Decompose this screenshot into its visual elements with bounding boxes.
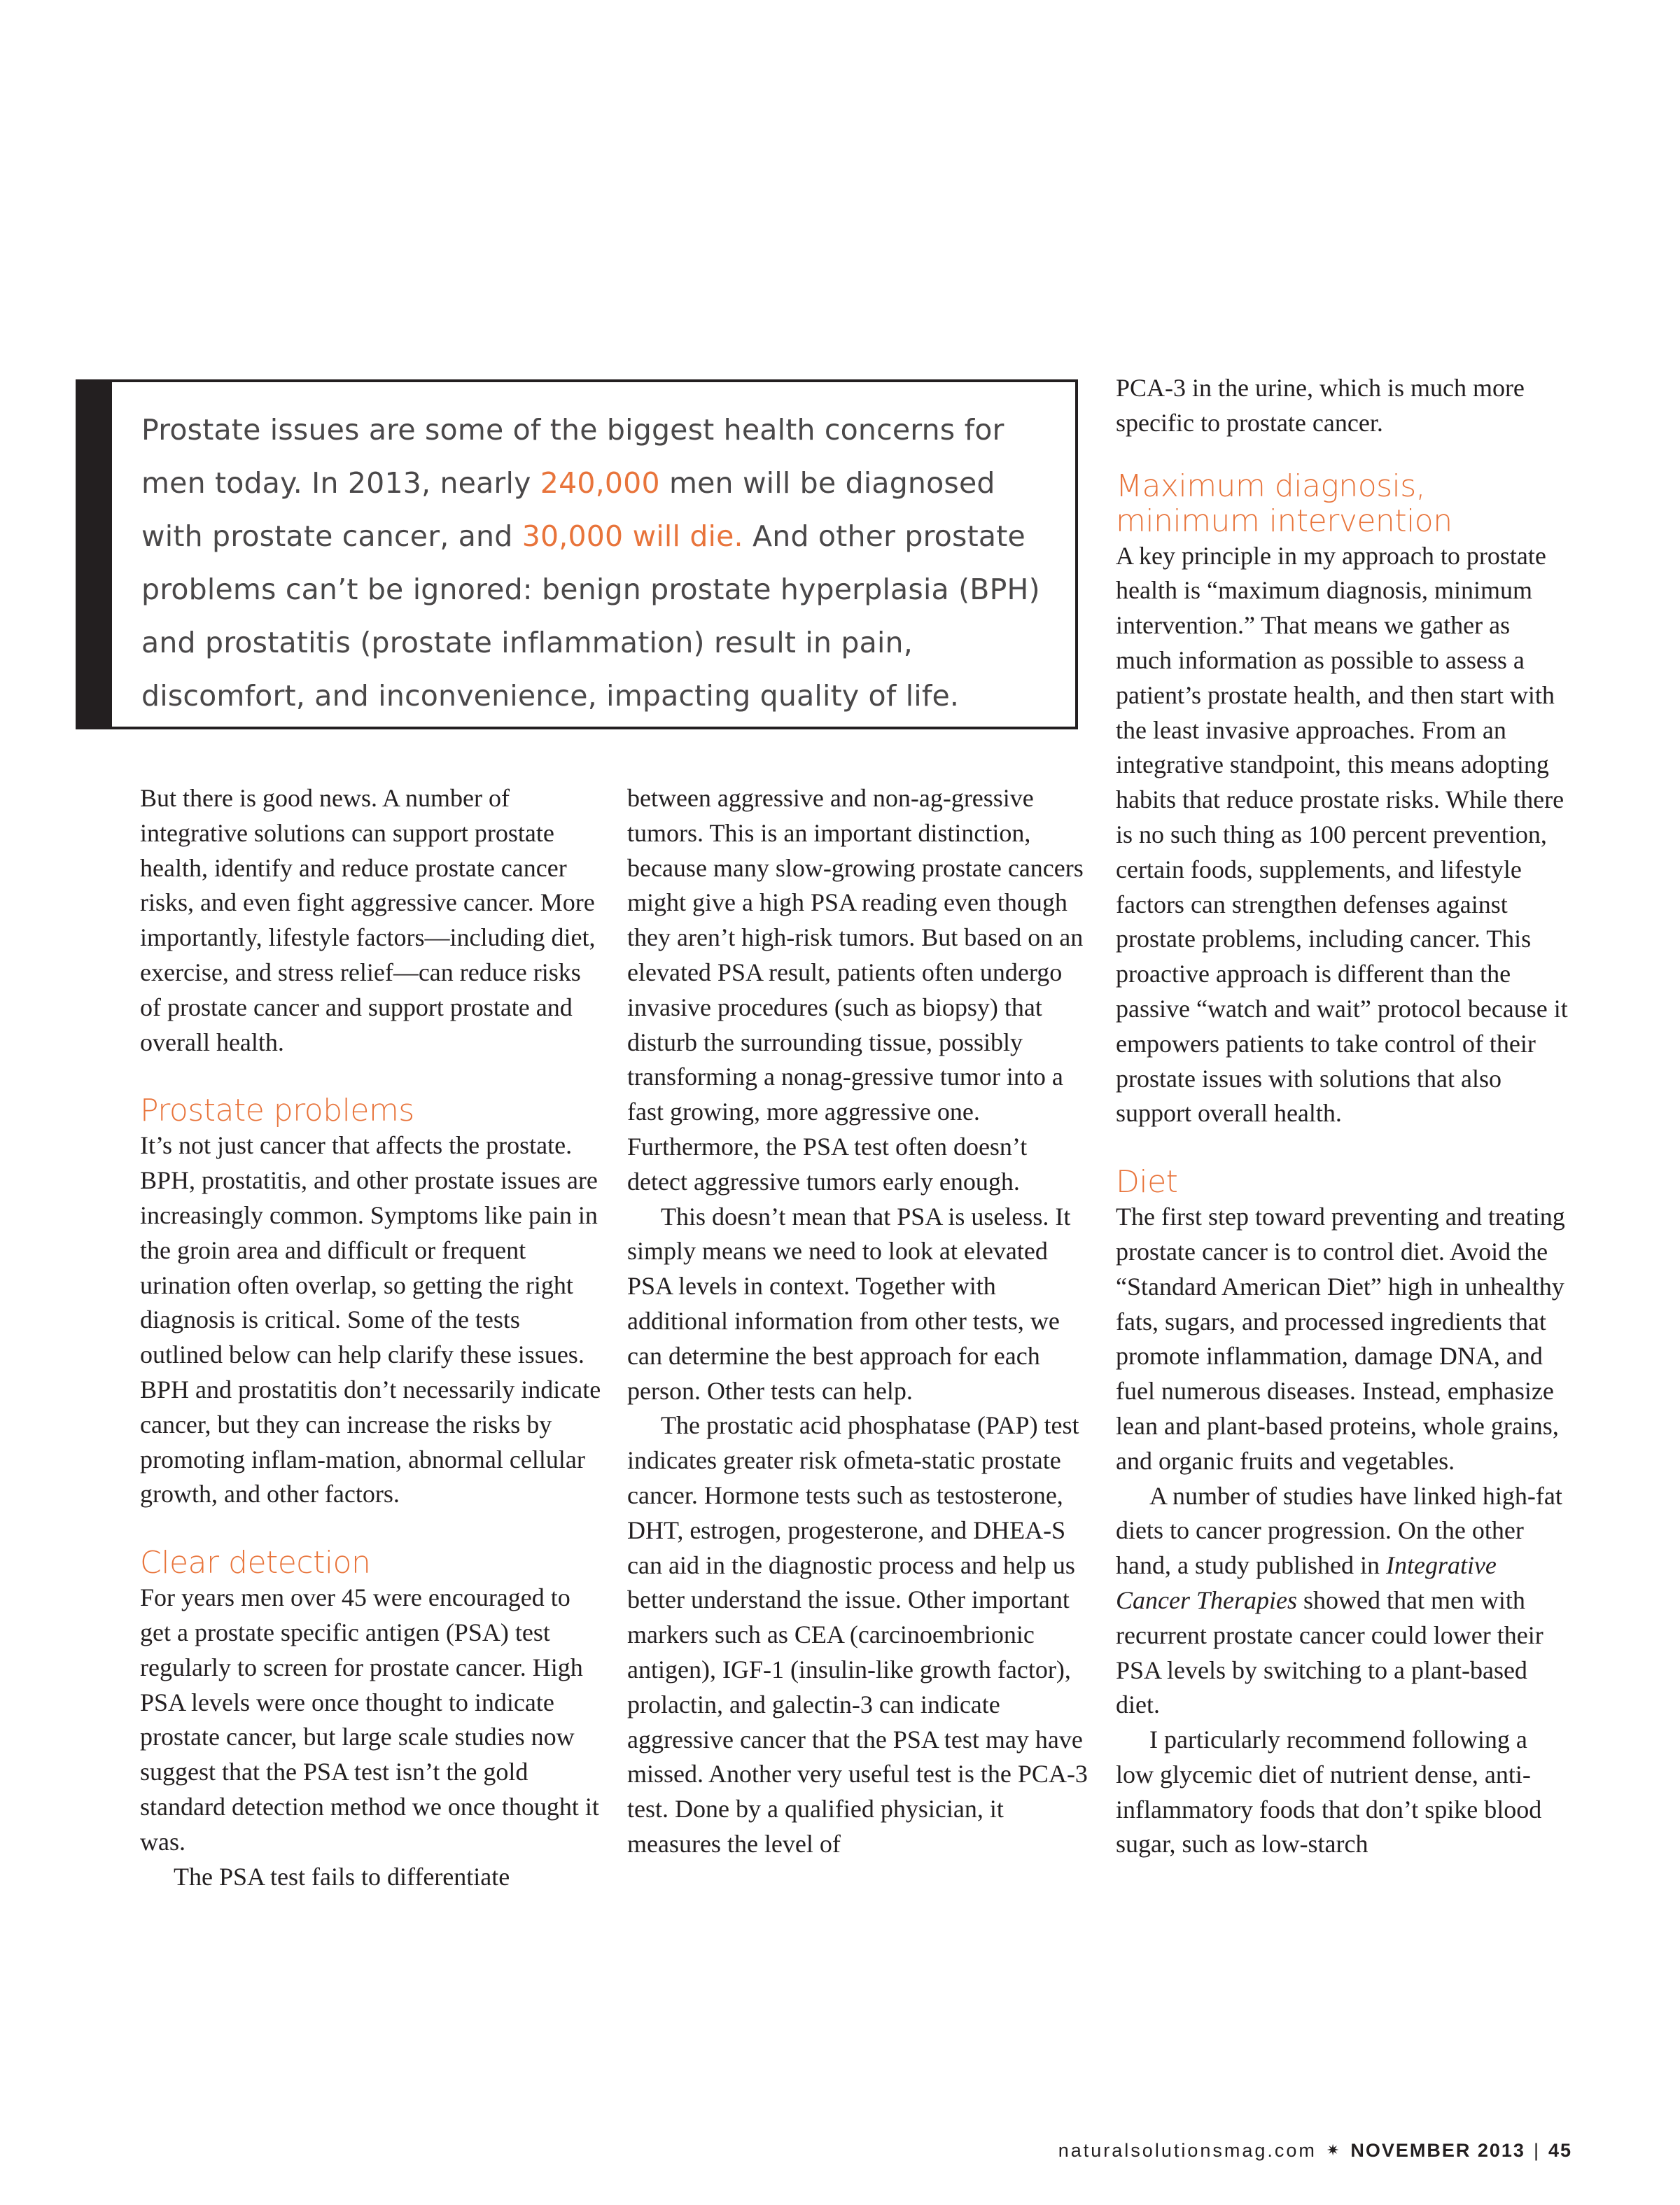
paragraph-other-tests: The prostatic acid phosphatase (PAP) test indicates greater risk ofmeta-static prostate cancer. Hormone tests such as testosterone, DHT, estrogen, progesterone, and DHEA-S can aid in the diagnostic process and help us better understand the issue. Other important markers such as CEA (carcinoembrionic antigen), IGF-1 (insulin-like growth factor), prolactin, and galectin-3 can indicate aggressive cancer that the PSA test may have missed. Another very useful test is the PCA-3 test. Done by a qualified physician, it measures the level of — [627, 1411, 1088, 1858]
pull-quote-text — [141, 403, 1044, 722]
column-right — [1116, 371, 1571, 1862]
pull-quote-segment: men will be diagnosed with prostate cancer, and — [141, 466, 995, 553]
paragraph-good-news: But there is good news. A number of integrative solutions can support prostate health, identify and reduce prostate cancer risks, and even fight aggressive cancer. More importantly, lifestyle factors—including diet, exercise, and stress relief—can reduce risks of prostate cancer and support prostate and overall health. — [140, 784, 596, 1056]
paragraph-studies — [1116, 1479, 1571, 1723]
pull-quote-box — [76, 379, 1078, 729]
paragraph-aggressive-tumors: between aggressive and non-ag-gressive tumors. This is an important distinction, because many slow-growing prostate cancers might give a high PSA reading even though they aren’t high-risk tumors. But based on an elevated PSA result, patients often undergo invasive procedures (such as biopsy) that disturb the surrounding tissue, possibly transforming a nonag-gressive tumor into a fast growing, more aggressive one. Furthermore, the PSA test often doesn’t detect aggressive tumors early enough. — [627, 784, 1084, 1196]
pull-quote-stat-deaths: 30,000 will die. — [522, 519, 743, 553]
paragraph-pca3: PCA-3 in the urine, which is much more specific to prostate cancer. — [1116, 374, 1525, 437]
column-left — [140, 781, 602, 1894]
pull-quote-segment: Prostate issues are some of the biggest health concerns for men today. In 2013, nearly — [141, 413, 1004, 500]
column-middle — [627, 781, 1089, 1862]
page-footer — [1050, 2140, 1572, 2162]
paragraph-clear-detection: For years men over 45 were encouraged to get a prostate specific antigen (PSA) test regularly to screen for prostate cancer. High PSA levels were once thought to indicate prostate cancer, but large scale studies now suggest that the PSA test isn’t the gold standard detection method we once thought it was. — [140, 1583, 599, 1856]
paragraph-prostate-problems: It’s not just cancer that affects the prostate. BPH, prostatitis, and other prostate issues are increasingly common. Symptoms like pain in the groin area and difficult or frequent urination often overlap, so getting the right diagnosis is critical. Some of the tests outlined below can help clarify these issues. BPH and prostatitis don’t necessarily indicate cancer, but they can increase the risks by promoting inflam-mation, abnormal cellular growth, and other factors. — [140, 1131, 601, 1508]
pull-quote-segment: And other prostate problems can’t be ignored: benign prostate hyperplasia (BPH) and prostatitis (prostate inflammation) result in pain, discomfort, and inconvenience, impacting quality of life. — [141, 519, 1040, 713]
paragraph-diet: The first step toward preventing and treating prostate cancer is to control diet. Avoid the “Standard American Diet” high in unhealthy fats, sugars, and processed ingredients that promote inflammation, damage DNA, and fuel numerous diseases. Instead, emphasize lean and plant-based proteins, whole grains, and organic fruits and vegetables. — [1116, 1203, 1565, 1475]
pull-quote-stat-diagnosed: 240,000 — [540, 466, 660, 500]
heading-clear-detection: Clear detection — [140, 1545, 371, 1581]
heading-maximum-diagnosis: Maximum diagnosis, minimum intervention — [1116, 468, 1452, 539]
paragraph-psa-fails: The PSA test fails to differentiate — [174, 1862, 510, 1891]
pull-quote-accent-bar — [76, 379, 112, 729]
studies-text: A number of studies have linked high-fat diets to cancer progression. On the other hand, a study published in — [1116, 1481, 1562, 1580]
studies-text: showed that men with recurrent prostate cancer could lower their PSA levels by switching to a plant-based diet. — [1116, 1586, 1544, 1719]
footer-issue-date: NOVEMBER 2013 — [1350, 2140, 1525, 2161]
paragraph-key-principle: A key principle in my approach to prostate health is “maximum diagnosis, minimum intervention.” That means we gather as much information as possible to assess a patient’s prostate health, and then start with the least invasive approaches. From an integrative standpoint, this means adopting habits that reduce prostate risks. While there is no such thing as 100 percent prevention, certain foods, supplements, and lifestyle factors can strengthen defenses against prostate problems, including cancer. This proactive approach is different than the passive “watch and wait” protocol because it empowers patients to take control of their prostate issues with solutions that also support overall health. — [1116, 541, 1568, 1128]
paragraph-psa-context: This doesn’t mean that PSA is useless. It simply means we need to look at elevated PSA levels in context. Together with additional information from other tests, we can determine the best approach for each person. Other tests can help. — [627, 1202, 1071, 1405]
journal-title: Integrative Cancer Therapies — [1116, 1551, 1497, 1614]
footer-separator: | — [1533, 2140, 1540, 2161]
footer-site: naturalsolutionsmag.com — [1058, 2140, 1317, 2161]
page-number: 45 — [1548, 2140, 1572, 2161]
heading-diet: Diet — [1116, 1164, 1178, 1200]
heading-prostate-problems: Prostate problems — [140, 1093, 414, 1129]
paragraph-recommendation: I particularly recommend following a low glycemic diet of nutrient dense, anti-inflammatory foods that don’t spike blood sugar, such as low-starch — [1116, 1726, 1542, 1858]
star-icon: ✷ — [1326, 2141, 1341, 2159]
